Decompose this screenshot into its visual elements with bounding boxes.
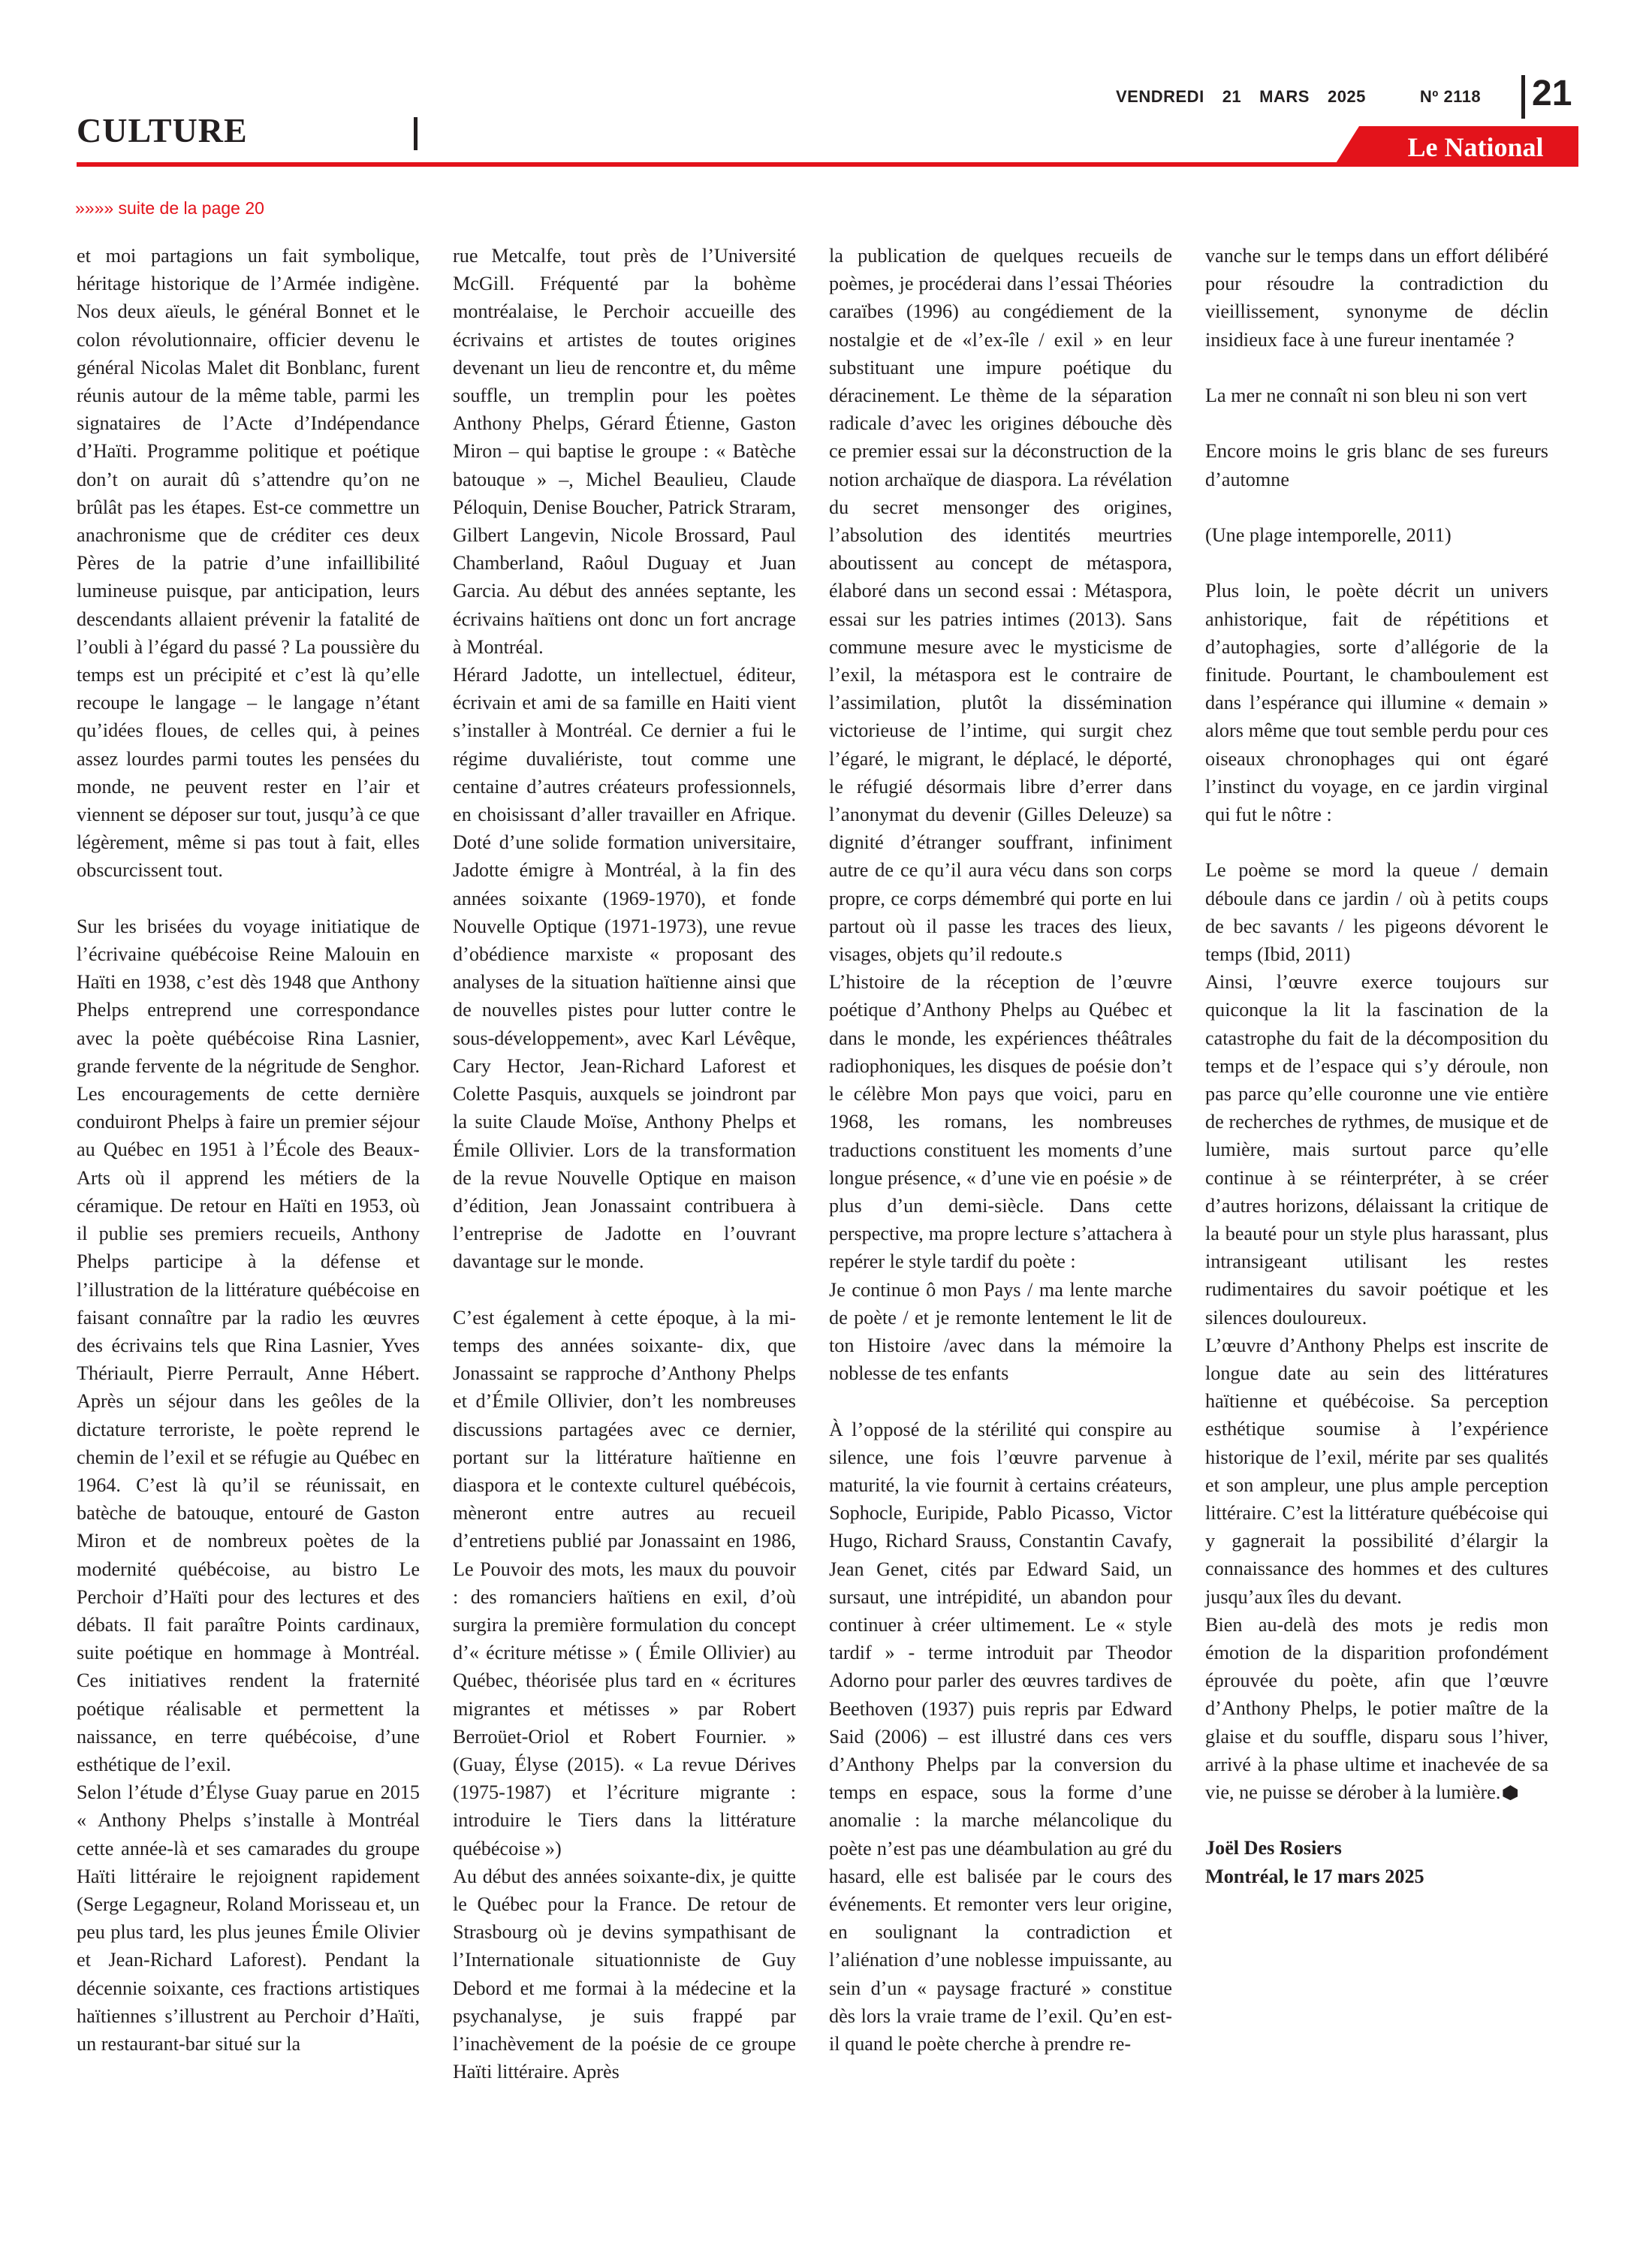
paragraph: la publication de quelques recueils de poèmes, je procéderai dans l’essai Théories caraïbes (1996) au congédiement de la nostalgie et de «l’ex-île / exil » en leur substituant une impure poétique du déracinement. Le thème de la séparation radicale d’avec les origines débouche dès ce premier essai sur la déconstruction de la notion archaïque de diaspora. La révélation du secret mensonger des origines, l’absolution des identités meurtries aboutissent au concept de métaspora, élaboré dans un second essai : Métaspora, essai sur les patries intimes (2013). Sans commune mesure avec le mysticisme de l’exil, la métaspora est le contraire de l’assimilation, plutôt la dissémination victorieuse de l’intime, qui surgit chez l’égaré, le migrant, le déplacé, le déporté, le réfugié désormais libre d’errer dans l’anonymat du devenir (Gilles Deleuze) sa dignité d’étranger souffrant, infiniment autre de ce qu’il aura vécu dans son corps propre, ce corps démembré qui porte en lui partout où il passe les traces des lieux, visages, objets qu’il redoute.s bbox=[829, 245, 1172, 966]
poem-quote: Je continue ô mon Pays / ma lente marche de poète / et je remonte lentement le lit de ton Histoire /avec dans la mémoire la noblesse de tes enfants bbox=[829, 1278, 1172, 1385]
day: 21 bbox=[1222, 87, 1242, 106]
paragraph: Ainsi, l’œuvre exerce toujours sur quiconque la lit la fascination de la catastrophe du fait de la décomposition du temps et de l’espace qui s’y déroule, non pas parce qu’elle couronne une vie entière de recherches de rythmes, de musique et de lumière, mais surtout parce qu’elle continue à se réinterpréter, à se créer d’autres horizons, délaissant la critique de la beauté pour un style plus harassant, plus intransigeant utilisant les restes rudimentaires du savoir poétique et les silences douloureux. bbox=[1205, 971, 1548, 1329]
poem-quote: Encore moins le gris blanc de ses fureurs d’automne bbox=[1205, 440, 1548, 490]
continued-from-label: »»»» suite de la page 20 bbox=[75, 198, 264, 218]
author-place-date: Montréal, le 17 mars 2025 bbox=[1205, 1865, 1424, 1887]
issue-number: Nº 2118 bbox=[1419, 87, 1482, 106]
article-body bbox=[77, 242, 1548, 2224]
paragraph: À l’opposé de la stérilité qui conspire au silence, une fois l’œuvre parvenue à maturité, la vie fournit à certains créateurs, Sophocle, Euripide, Pablo Picasso, Victor Hugo, Richard Srauss, Constantin Cavafy, Jean Genet, cités par Edward Said, un sursaut, une intrépidité, un abandon pour continuer à créer ultimement. Le « style tardif » - terme introduit par Theodor Adorno pour parler des œuvres tardives de Beethoven (1937) puis repris par Edward Said (2006) – est illustré dans ces vers d’Anthony Phelps par la conversion du temps en espace, sous la forme d’une anomalie : la marche mélancolique du poète n’est pas une déambulation au gré du hasard, elle est balisée par le cours des événements. Et remonter vers leur origine, en soulignant la contradiction et l’aliénation d’une noblesse impuissante, au sein d’un « paysage fracturé » constitue dès lors la vraie trame de l’exil. Qu’en est-il quand le poète cherche à prendre re- bbox=[829, 1418, 1172, 2055]
section-title: CULTURE bbox=[77, 111, 248, 149]
paragraph: Sur les brisées du voyage initiatique de l’écrivaine québécoise Reine Malouin en Haïti en 1938, c’est dès 1948 que Anthony Phelps entreprend une correspondance avec la poète québécoise Rina Lasnier, grande fervente de la négritude de Senghor. Les encouragements de cette dernière conduiront Phelps à faire un premier séjour au Québec en 1951 à l’École des Beaux-Arts où il apprend les métiers de la céramique. De retour en Haïti en 1953, où il publie ses premiers recueils, Anthony Phelps participe à la défense et l’illustration de la littérature québécoise en faisant connaître par la radio les œuvres des écrivains tels que Rina Lasnier, Yves Thériault, Pierre Perrault, Anne Hébert. Après un séjour dans les geôles de la dictature terroriste, le poète reprend le chemin de l’exil et se réfugie au Québec en 1964. C’est là qu’il se réunissait, en batèche de batouque, entouré de Gaston Miron et de nombreux poètes de la modernité québécoise, au bistro Le Perchoir d’Haïti pour des lectures et des débats. Il fait paraître Points cardinaux, suite poétique en hommage à Montréal. Ces initiatives rendent la fraternité poétique réalisable et permettent la naissance, en terre québécoise, d’une esthétique de l’exil. bbox=[77, 915, 420, 1775]
final-paragraph bbox=[1205, 1611, 1548, 1806]
page-number: 21 bbox=[1532, 74, 1572, 113]
author-name: Joël Des Rosiers bbox=[1205, 1837, 1342, 1859]
paragraph: Selon l’étude d’Élyse Guay parue en 2015 « Anthony Phelps s’installe à Montréal cette année-là et ses camarades du groupe Haïti littéraire le rejoignent rapidement (Serge Legagneur, Roland Morisseau et, un peu plus tard, les plus jeunes Émile Olivier et Jean-Richard Laforest). Pendant la décennie soixante, ces fractions artistiques haïtiennes s’illustrent au Perchoir d’Haïti, un restaurant-bar situé sur la bbox=[77, 1781, 420, 2055]
brand-logo: Le National bbox=[1407, 132, 1544, 162]
section-divider bbox=[414, 117, 418, 150]
end-of-article-icon bbox=[1503, 1785, 1518, 1800]
weekday: VENDREDI bbox=[1116, 87, 1204, 106]
paragraph: Plus loin, le poète décrit un univers anhistorique, fait de répétitions et d’autophagies, sorte d’allégorie de la finitude. Pourtant, le chamboulement est dans l’espérance qui illumine « demain » alors même que tout semble perdu pour ces oiseaux chronophages qui ont égaré l’instinct du voyage, en ce jardin virginal qui fut le nôtre : bbox=[1205, 580, 1548, 825]
poem-quote: La mer ne connaît ni son bleu ni son vert bbox=[1205, 385, 1527, 406]
paragraph: rue Metcalfe, tout près de l’Université McGill. Fréquenté par la bohème montréalaise, le Perchoir accueille des écrivains et artistes de toutes origines devenant un lieu de rencontre et, du même souffle, un tremplin pour les poètes Anthony Phelps, Gérard Étienne, Gaston Miron – qui baptise le groupe : « Batèche batouque » –, Michel Beaulieu, Claude Péloquin, Denise Boucher, Patrick Straram, Gilbert Langevin, Nicole Brossard, Paul Chamberland, Raôul Duguay et Juan Garcia. Au début des années septante, les écrivains haïtiens ont donc un fort ancrage à Montréal. bbox=[453, 245, 796, 658]
paragraph: L’histoire de la réception de l’œuvre poétique d’Anthony Phelps au Québec et dans le monde, les expériences théâtrales radiophoniques, les disques de poésie don’t le célèbre Mon pays que voici, paru en 1968, les romans, les nombreuses traductions constituent les moments d’une longue présence, « d’une vie en poésie » de plus d’un demi-siècle. Dans cette perspective, ma propre lecture s’attachera à repérer le style tardif du poète : bbox=[829, 971, 1172, 1273]
paragraph: C’est également à cette époque, à la mi-temps des années soixante- dix, que Jonassaint se rapproche d’Anthony Phelps et d’Émile Ollivier, don’t les nombreuses discussions partagées avec ce dernier, portant sur la littérature haïtienne en diaspora et le contexte culturel québécois, mèneront entre autres au recueil d’entretiens publié par Jonassaint en 1986, Le Pouvoir des mots, les maux du pouvoir : des romanciers haïtiens en exil, d’où surgira la première formulation du concept d’« écriture métisse » ( Émile Ollivier) au Québec, théorisée plus tard en « écritures migrantes et métisses » par Robert Berroüet-Oriol et Robert Fournier. » (Guay, Élyse (2015). « La revue Dérives (1975-1987) et l’écriture migrante : introduire le Tiers dans la littérature québécoise ») bbox=[453, 1306, 796, 1859]
paragraph: L’œuvre d’Anthony Phelps est inscrite de longue date au sein des littératures haïtienne et québécoise. Sa perception esthétique soumise à l’expérience historique de l’exil, mérite par ses qualités et son ampleur, une plus ample perception littéraire. C’est la littérature québécoise qui y gagnerait la possibilité d’élargir la connaissance des hommes et des cultures jusqu’aux îles du devant. bbox=[1205, 1334, 1548, 1608]
poem-source: (Une plage intemporelle, 2011) bbox=[1205, 523, 1452, 546]
header-divider bbox=[1521, 75, 1525, 119]
paragraph: Hérard Jadotte, un intellectuel, éditeur, écrivain et ami de sa famille en Haiti vient s’installer à Montréal. Ce dernier a fui le régime duvaliériste, tout comme une centaine d’autres créateurs professionnels, en choisissant d’aller travailler en Afrique. Doté d’une solide formation universitaire, Jadotte émigre à Montréal, à la fin des années soixante (1969-1970), et fonde Nouvelle Optique (1971-1973), une revue d’obédience marxiste « proposant des analyses de la situation haïtienne ainsi que de nouvelles pistes pour lutter contre le sous-développement», avec Karl Lévêque, Cary Hector, Jean-Richard Laforest et Colette Pasquis, auxquels se joindront par la suite Claude Moïse, Anthony Phelps et Émile Ollivier. Lors de la transformation de la revue Nouvelle Optique en maison d’édition, Jean Jonassaint contribuera à l’entreprise de Jadotte en l’ouvrant davantage sur le monde. bbox=[453, 664, 796, 1273]
final-paragraph-text: Bien au-delà des mots je redis mon émotion de la disparition profondément éprouvée du poète, afin que l’œuvre d’Anthony Phelps, le potier maître de la glaise et du souffle, disparu sous l’hiver, arrivé à la phase ultime et inachevée de sa vie, ne puisse se dérober à la lumière. bbox=[1205, 1613, 1548, 1804]
month: MARS bbox=[1259, 87, 1310, 106]
paragraph: et moi partagions un fait symbolique, héritage historique de l’Armée indigène. Nos deux aïeuls, le général Bonnet et le colon révolutionnaire, officier devenu le général Nicolas Malet dit Bonblanc, furent réunis autour de la même table, parmi les signataires de l’Acte d’Indépendance d’Haïti. Programme politique et poétique don’t on aurait dû s’attendre qu’on ne brûlât pas les étapes. Est-ce commettre un anachronisme que de créditer ces deux Pères de la patrie d’une infaillibilité lumineuse puisque, par anticipation, leurs descendants allaient prévenir la fatalité de l’oubli à l’égard du passé ? La poussière du temps est un précipité et c’est là qu’elle recoupe le langage – le langage n’étant qu’idées floues, de celles qui, à peines assez lourdes parmi toutes les pensées du monde, ne peuvent rester en l’air et viennent se déposer sur tout, jusqu’à ce que légèrement, même si pas tout à fait, elles obscurcissent tout. bbox=[77, 245, 420, 882]
paragraph: Au début des années soixante-dix, je quitte le Québec pour la France. De retour de Strasbourg où je devins sympathisant de l’Internationale situationniste de Guy Debord et me formai à la médecine et la psychanalyse, je suis frappé par l’inachèvement de la poésie de ce groupe Haïti littéraire. Après bbox=[453, 1865, 796, 2083]
year: 2025 bbox=[1327, 87, 1366, 106]
issue-date bbox=[1116, 86, 1521, 108]
paragraph: vanche sur le temps dans un effort délibéré pour résoudre la contradiction du vieillissement, synonyme de déclin insidieux face à une fureur inentamée ? bbox=[1205, 245, 1548, 351]
poem-quote: Le poème se mord la queue / demain déboule dans ce jardin / où à petits coups de bec savants / les pigeons dévorent le temps (Ibid, 2011) bbox=[1205, 859, 1548, 965]
